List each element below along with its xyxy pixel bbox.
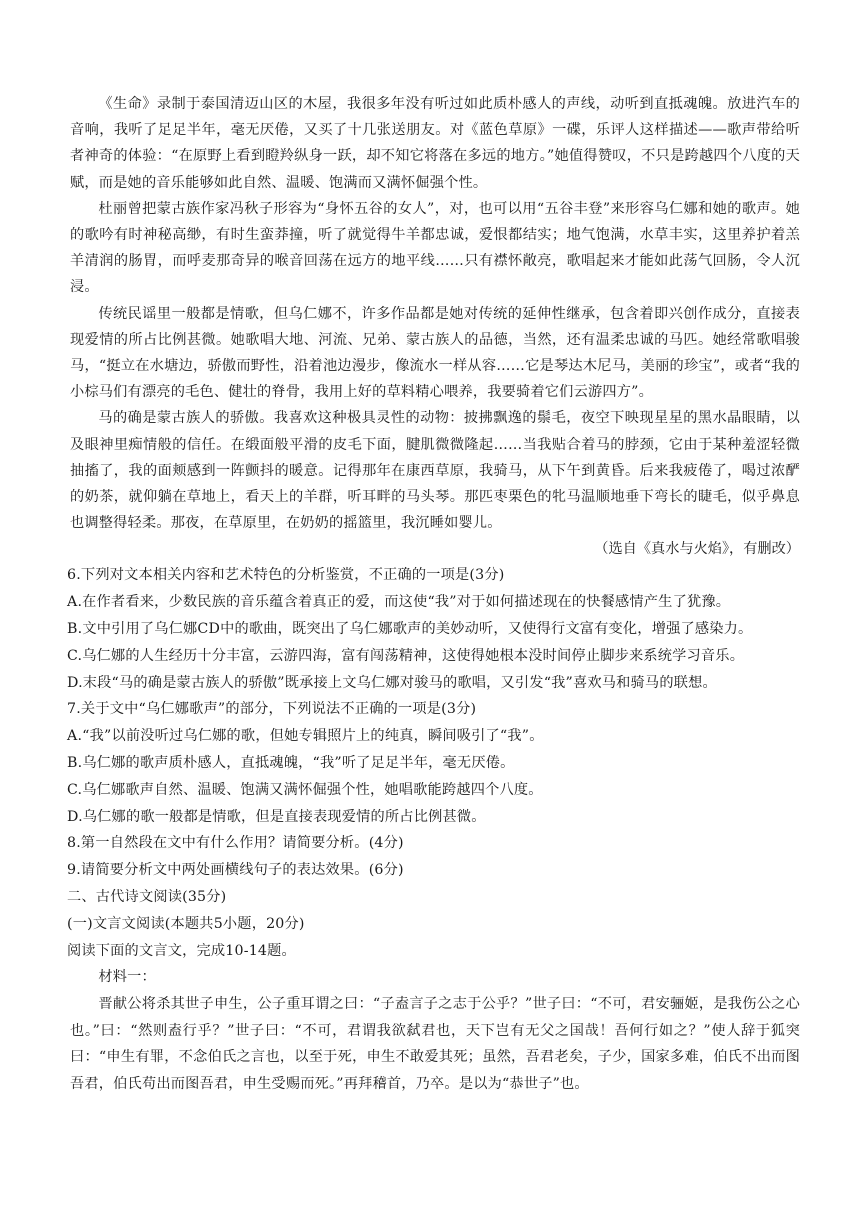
question-9: 9.请简要分析文中两处画横线句子的表达效果。(6分): [67, 862, 404, 879]
article-paragraph-3: 传统民谣里一般都是情歌，但乌仁娜不，许多作品都是她对传统的延伸性继承，包含着即兴创作成分，直接表现爱情的所占比例甚微。她歌唱大地、河流、兄弟、蒙古族人的品德，当然，还有温柔忠诚的马匹。她经常歌唱骏马，“挺立在水塘边，骄傲而野性，沿着池边漫步，像流水一样从容……它是琴达木尼马，美丽的珍宝”，或者“我的小棕马们有漂亮的毛色、健壮的脊骨，我用上好的草料精心喂养，我要骑着它们云游四方”。: [70, 305, 800, 401]
question-7-stem: 7.关于文中“乌仁娜歌声”的部分，下列说法不正确的一项是(3分): [67, 701, 477, 718]
material-text: 晋献公将杀其世子申生，公子重耳谓之曰：“子盍言子之志于公乎？”世子曰：“不可，君安骊姬，是我伤公之心也。”曰：“然则盍行乎？”世子曰：“不可，君谓我欲弑君也，天下岂有无父之国哉！吾何行如之？”使人辞于狐突曰：“申生有罪，不念伯氏之言也，以至于死，申生不敢爱其死；虽然，吾君老矣，子少，国家多难，伯氏不出而图吾君，伯氏苟出而图吾君，申生受赐而死。”再拜稽首，乃卒。是以为“恭世子”也。: [70, 996, 800, 1092]
article-paragraph-1: 《生命》录制于泰国清迈山区的木屋，我很多年没有听过如此质朴感人的声线，动听到直抵魂魄。放进汽车的音响，我听了足足半年，毫无厌倦，又买了十几张送朋友。对《蓝色草原》一碟，乐评人这样描述——歌声带给听者神奇的体验：“在原野上看到瞪羚纵身一跃，却不知它将落在多远的地方。”她值得赞叹，不只是跨越四个八度的天赋，而是她的音乐能够如此自然、温暖、饱满而又满怀倔强个性。: [70, 96, 800, 191]
subsection-heading-wenyanwen: (一)文言文阅读(本题共5小题，20分): [67, 915, 305, 932]
question-block: [67, 562, 800, 964]
question-7-option-b: B.乌仁娜的歌声质朴感人，直抵魂魄，“我”听了足足半年，毫无厌倦。: [67, 755, 515, 772]
reading-instruction: 阅读下面的文言文，完成10-14题。: [67, 942, 296, 959]
question-6-option-d: D.末段“马的确是蒙古族人的骄傲”既承接上文乌仁娜对骏马的歌唱，又引发“我”喜欢马和骑马的联想。: [67, 674, 717, 691]
question-6-option-c: C.乌仁娜的人生经历十分丰富，云游四海，富有闯荡精神，这使得她根本没时间停止脚步来系统学习音乐。: [67, 647, 745, 664]
question-7-option-a: A.“我”以前没听过乌仁娜的歌，但她专辑照片上的纯真，瞬间吸引了“我”。: [67, 728, 544, 745]
question-7-option-c: C.乌仁娜歌声自然、温暖、饱满又满怀倔强个性，她唱歌能跨越四个八度。: [67, 781, 543, 798]
question-7-option-d: D.乌仁娜的歌一般都是情歌，但是直接表现爱情的所占比例甚微。: [67, 808, 486, 825]
article-paragraph-4: 马的确是蒙古族人的骄傲。我喜欢这种极具灵性的动物：披拂飘逸的鬃毛，夜空下映现星星的黑水晶眼睛，以及眼神里痴情般的信任。在缎面般平滑的皮毛下面，腱肌微微隆起……当我贴合着马的脖颈，它由于某种羞涩轻微抽搐了，我的面颊感到一阵颤抖的暖意。记得那年在康西草原，我骑马，从下午到黄昏。后来我疲倦了，喝过浓酽的奶茶，就仰躺在草地上，看天上的羊群，听耳畔的马头琴。那匹枣栗色的牝马温顺地垂下弯长的睫毛，似乎鼻息也调整得轻柔。那夜，在草原里，在奶奶的摇篮里，我沉睡如婴儿。: [70, 410, 800, 532]
question-6-stem: 6.下列对文本相关内容和艺术特色的分析鉴赏，不正确的一项是(3分): [67, 567, 505, 584]
document-page: [67, 91, 800, 1097]
question-8: 8.第一自然段在文中有什么作用？请简要分析。(4分): [67, 835, 404, 852]
section-heading-classical: 二、古代诗文阅读(35分): [67, 889, 227, 906]
question-6-option-a: A.在作者看来，少数民族的音乐蕴含着真正的爱，而这使“我”对于如何描述现在的快餐感情产生了犹豫。: [67, 594, 731, 611]
question-6-option-b: B.文中引用了乌仁娜CD中的歌曲，既突出了乌仁娜歌声的美妙动听，又使得行文富有变化，增强了感染力。: [67, 621, 753, 638]
article-paragraph-2: 杜丽曾把蒙古族作家冯秋子形容为“身怀五谷的女人”，对，也可以用“五谷丰登”来形容乌仁娜和她的歌声。她的歌吟有时神秘高缈，有时生蛮莽撞，听了就觉得牛羊都忠诚，爱恨都结实；地气饱满，水草丰实，这里养护着羔羊清润的肠胃，而呼麦那奇异的喉音回荡在远方的地平线……只有襟怀敞亮，歌唱起来才能如此荡气回肠，令人沉浸。: [70, 200, 800, 296]
article-source: （选自《真水与火焰》，有删改）: [594, 541, 800, 558]
material-heading: 材料一：: [98, 969, 156, 986]
